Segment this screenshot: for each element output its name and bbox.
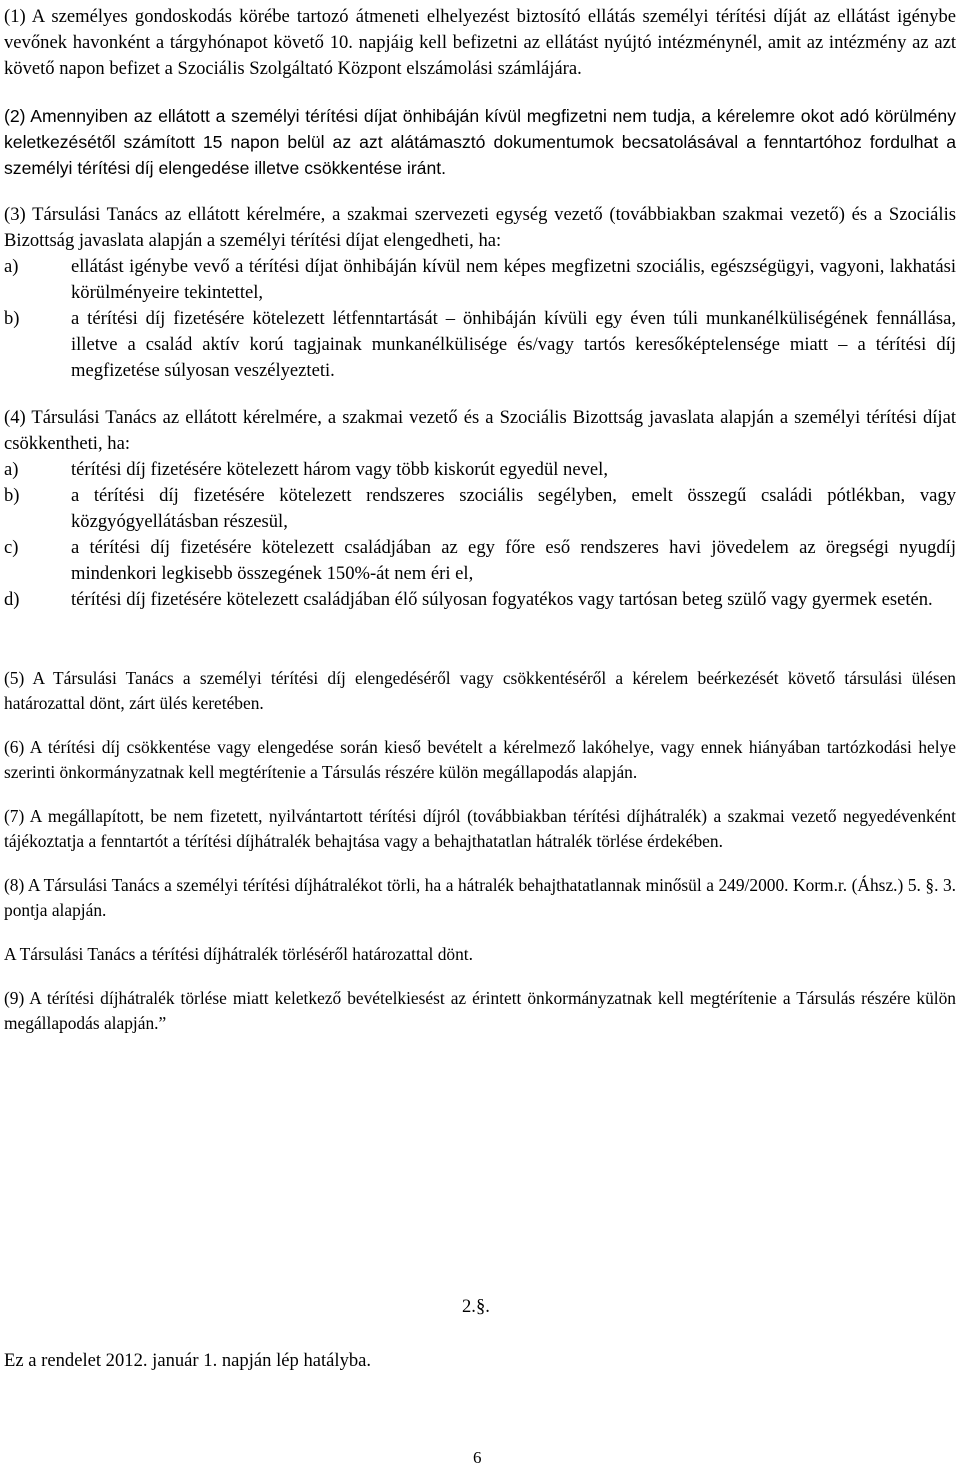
- item-text: térítési díj fizetésére kötelezett családjában élő súlyosan fogyatékos vagy tartósan beteg szülő vagy gyermek esetén.: [71, 589, 933, 610]
- effective-date-text: Ez a rendelet 2012. január 1. napján lép hatályba.: [4, 1350, 372, 1371]
- paragraph-4-item-c: [4, 535, 956, 587]
- item-label: b): [4, 308, 20, 329]
- paragraph-8: (8) A Társulási Tanács a személyi térítési díjhátralékot törli, ha a hátralék behajthatatlannak minősül a 249/2000. Korm.r. (Áhsz.) 5. §. 3. pontja alapján.: [4, 875, 956, 920]
- paragraph-7: (7) A megállapított, be nem fizetett, nyilvántartott térítési díjról (továbbiakban térítési díjhátralék) a szakmai vezető negyedévenként tájékoztatja a fenntartót a térítési díjhátralék behajtása vagy a behajthatatlan hátralék törlése érdekében.: [4, 806, 956, 851]
- item-text: ellátást igénybe vevő a térítési díjat önhibáján kívül nem képes megfizetni szociális, egészségügyi, vagyoni, lakhatási körülményeire tekintettel,: [71, 256, 956, 303]
- item-text: a térítési díj fizetésére kötelezett családjában az egy főre eső rendszeres havi jövedelem az öregségi nyugdíj mindenkori legkisebb összegének 150%-át nem éri el,: [71, 537, 956, 584]
- item-text: térítési díj fizetésére kötelezett három vagy több kiskorút egyedül nevel,: [71, 459, 608, 480]
- item-label: c): [4, 537, 19, 558]
- document-page: [4, 4, 956, 1036]
- paragraph-4-item-d: [4, 587, 956, 613]
- paragraph-5: (5) A Társulási Tanács a személyi térítési díj elengedéséről vagy csökkentéséről a kérelem beérkezését követő társulási ülésen határozattal dönt, zárt ülés keretében.: [4, 668, 956, 713]
- paragraph-3: [4, 202, 956, 384]
- item-label: d): [4, 589, 20, 610]
- item-label: a): [4, 256, 19, 277]
- section-heading: 2.§.: [462, 1296, 490, 1317]
- paragraph-3-intro: (3) Társulási Tanács az ellátott kérelmére, a szakmai szervezeti egység vezető (továbbiakban szakmai vezető) és a Szociális Bizottság javaslata alapján a személyi térítési díjat elengedheti, ha:: [4, 204, 956, 251]
- paragraph-2: (2) Amennyiben az ellátott a személyi térítési díjat önhibáján kívül megfizetni nem tudja, a kérelemre okot adó körülmény keletkezésétől számított 15 napon belül az azt alátámasztó dokumentumok becsatolásával a fenntartóhoz fordulhat a személyi térítési díj elengedése illetve csökkentése iránt.: [4, 106, 956, 178]
- paragraph-3-item-b: [4, 306, 956, 384]
- paragraph-4-item-b: [4, 483, 956, 535]
- item-text: a térítési díj fizetésére kötelezett létfenntartását – önhibáján kívüli egy éven túli munkanélküliségének fennállása, illetve a család aktív korú tagjainak munkanélkülisége és/vagy tartós keresőképtelensége miatt – a térítési díj megfizetése súlyosan veszélyezteti.: [71, 308, 956, 381]
- paragraph-3-item-a: [4, 254, 956, 306]
- paragraph-6: (6) A térítési díj csökkentése vagy elengedése során kieső bevételt a kérelmező lakóhelye, vagy ennek hiányában tartózkodási helye szerinti önkormányzatnak kell megtérítenie a Társulás részére külön megállapodás alapján.: [4, 737, 956, 782]
- item-text: a térítési díj fizetésére kötelezett rendszeres szociális segélyben, emelt összegű családi pótlékban, vagy közgyógyellátásban részesül,: [71, 485, 956, 532]
- paragraph-9: (9) A térítési díjhátralék törlése miatt keletkező bevételkiesést az érintett önkormányzatnak kell megtérítenie a Társulás részére külön megállapodás alapján.”: [4, 988, 956, 1033]
- paragraph-4-item-a: [4, 457, 956, 483]
- paragraph-1: (1) A személyes gondoskodás körébe tartozó átmeneti elhelyezést biztosító ellátás személyi térítési díját az ellátást igénybe vevőnek havonként a tárgyhónapot követő 10. napjáig kell befizetni az ellátást nyújtó intézménynél, amit az intézmény az azt követő napon befizet a Szociális Szolgáltató Központ elszámolási számlájára.: [4, 6, 956, 79]
- item-label: a): [4, 459, 19, 480]
- page-number: 6: [473, 1448, 482, 1467]
- paragraph-8-note: A Társulási Tanács a térítési díjhátralék törléséről határozattal dönt.: [4, 944, 473, 964]
- paragraph-4-intro: (4) Társulási Tanács az ellátott kérelmére, a szakmai vezető és a Szociális Bizottság javaslata alapján a személyi térítési díjat csökkentheti, ha:: [4, 407, 956, 454]
- paragraph-4: [4, 405, 956, 613]
- item-label: b): [4, 485, 20, 506]
